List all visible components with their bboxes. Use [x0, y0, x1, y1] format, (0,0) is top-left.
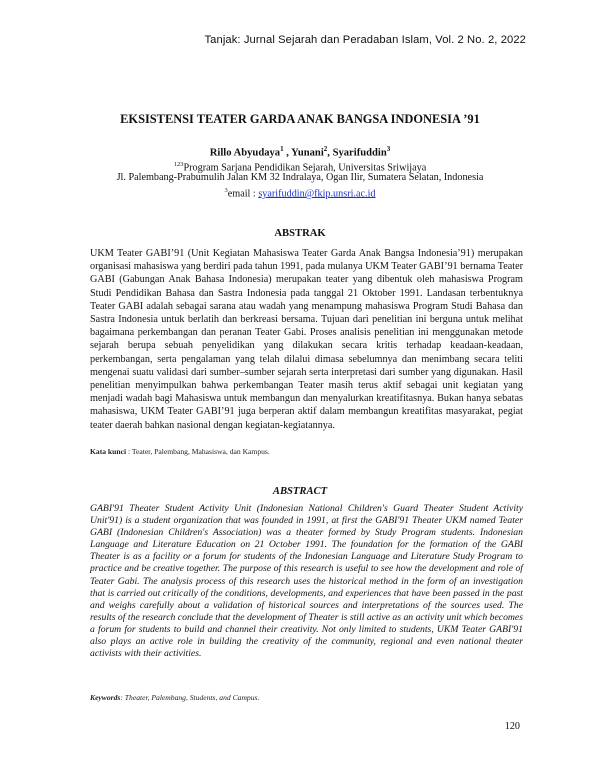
author-superscript: 3: [386, 145, 391, 153]
author-separator: ,: [283, 147, 289, 159]
abstrak-heading: ABSTRAK: [274, 228, 326, 239]
paper-title: EKSISTENSI TEATER GARDA ANAK BANGSA INDONESIA ’91: [120, 112, 480, 126]
email-superscript: 3: [224, 187, 228, 194]
kata-kunci-values: : Teater, Palembang, Mahasiswa, dan Kampus.: [127, 447, 270, 456]
email-label: email :: [227, 188, 259, 200]
kata-kunci-line: [90, 447, 523, 456]
abstract-body: GABI'91 Theater Student Activity Unit (Indonesian National Children's Guard Theater Student Activity Unit'91) is a student organization that was founded in 1991, at first the GABI'91 Theater UKM named Teater GABI (Indonesian Children's Association) was a theater formed by Study Program students. Indonesian Language and Literature Education on 21 October 1991. The foundation for the formation of the GABI Theater is as a facility or a forum for students of the Indonesian Language and Literature Study Program to practice and be creative together. The purpose of this research is useful to see how the development and role of Teater Gabi. The analysis process of this research uses the historical method in the form of an investigation that is carried out critically of the conditions, developments, and experiences that have been passed in the past and weighs carefully about a validation of historical sources and interpretations of the sources used. The results of the research conclude that the development of Theater is still active as an activity unit which becomes a forum for students to build and channel their creativity. Not only limited to students, UKM Teater GABI'91 also plays an active role in building the creativity of the community, regional and even national theater activists with their activities.: [90, 503, 523, 660]
affiliation-address: Jl. Palembang-Prabumulih Jalan KM 32 Indralaya, Ogan Ilir, Sumatera Selatan, Indonesia: [116, 172, 484, 183]
keywords-values: : Theater, Palembang, Students, and Campus.: [120, 693, 260, 702]
running-head: Tanjak: Jurnal Sejarah dan Peradaban Islam, Vol. 2 No. 2, 2022: [204, 34, 526, 46]
abstrak-body: UKM Teater GABI’91 (Unit Kegiatan Mahasiswa Teater Garda Anak Bangsa Indonesia’91) merupakan organisasi mahasiswa yang berdiri pada tahun 1991, pada mulanya UKM Teater GABI’91 bernama Teater GABI (Gabungan Anak Bahasa Indonesia) merupakan teater yang dibentuk oleh mahasiswa Program Studi Pendidikan Bahasa dan Sastra Indonesia pada tanggal 21 Oktober 1991. Landasan terbentuknya Teater GABI adalah sebagai sarana atau wadah yang menampung mahasiswa Program Studi Bahasa dan Sastra Indonesia untuk berlatih dan berkreasi bersama. Tujuan dari penelitian ini berguna untuk melihat bagaimana perkembangan dan peranan Teater Gabi. Proses analisis penelitian ini menggunakan metode sejarah berupa sebuah penyelidikan yang dilakukan secara kritis terhadap keadaan-keadaan, perkembangan, serta pengalaman yang telah dilalui dimasa sebelumnya dan menimbang secara teliti mengenai suatu validasi dari sumber–sumber sejarah serta interpretasi dari sumber yang digunakan. Hasil penelitian menyimpulkan bahwa perkembangan Teater masih terus aktif sebagai unit kegiatan yang menjadi wadah bagi Mahasiswa untuk membangun dan menyalurkan kreatifitasnya. Bukan hanya sebatas mahasiswa, UKM Teater GABI’91 juga berperan aktif dalam membangun kreatifitas masyarakat, pegiat teater daerah bahkan nasional dengan kegiatan-kegiatannya.: [90, 248, 523, 431]
affiliation-email: [80, 184, 520, 200]
author-line: [60, 145, 540, 159]
author-superscript: 1: [280, 145, 284, 153]
author-superscript: 2: [323, 145, 328, 153]
abstract-heading: ABSTRACT: [272, 486, 328, 497]
author-separator: ,: [327, 147, 333, 159]
email-link[interactable]: syarifuddin@fkip.unsri.ac.id: [258, 188, 376, 200]
author-name: Rillo Abyudaya: [209, 147, 281, 159]
affiliation-superscript: 123: [173, 161, 184, 168]
page-number: 120: [504, 721, 520, 732]
keywords-label: Keywords: [90, 693, 121, 702]
affiliation-text: Program Sarjana Pendidikan Sejarah, Universitas Sriwijaya: [183, 162, 427, 174]
author-name: Yunani: [291, 147, 324, 159]
author-name: Syarifuddin: [332, 147, 387, 159]
keywords-line: [90, 693, 523, 702]
kata-kunci-label: Kata kunci: [90, 447, 127, 456]
